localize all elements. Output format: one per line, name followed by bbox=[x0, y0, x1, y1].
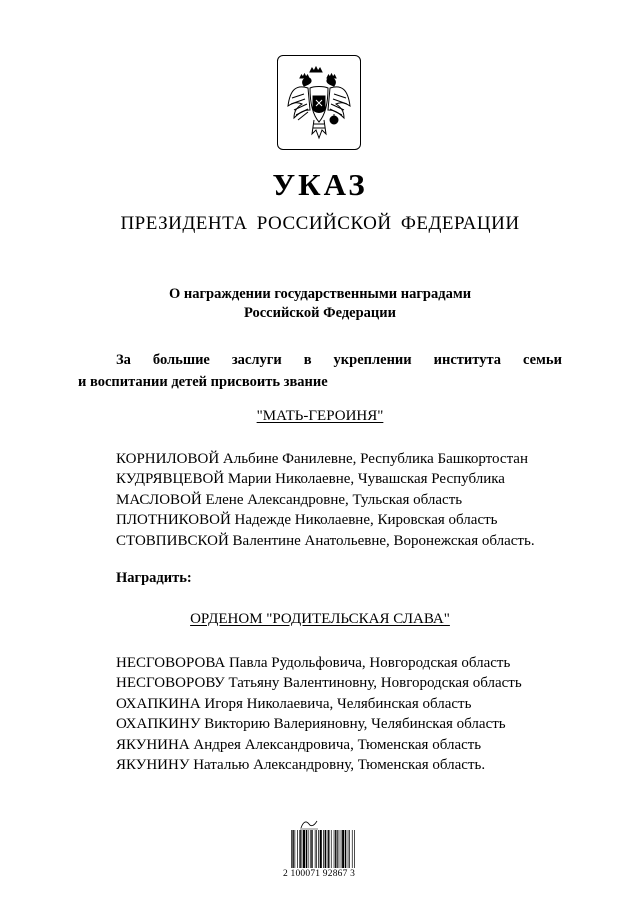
barcode-bar bbox=[303, 830, 305, 868]
list-item: ЯКУНИНУ Наталью Александровну, Тюменская область. bbox=[116, 757, 486, 774]
decree-title: УКАЗ bbox=[272, 167, 368, 202]
list-item: СТОВПИВСКОЙ Валентине Анатольевне, Воронежская область. bbox=[116, 532, 535, 549]
intro-word: заслуги bbox=[231, 352, 282, 368]
barcode-bar bbox=[349, 830, 350, 868]
barcode-bar bbox=[297, 830, 298, 868]
intro-line-1 bbox=[78, 349, 562, 371]
list-item: ЯКУНИНА Андрея Александровича, Тюменская область bbox=[116, 736, 482, 753]
barcode-bar bbox=[348, 830, 349, 868]
double-headed-eagle-icon bbox=[286, 62, 352, 144]
barcode-bar bbox=[302, 830, 303, 868]
award-title-parental-glory bbox=[0, 611, 640, 628]
barcode-bar bbox=[320, 830, 322, 868]
barcode-bar bbox=[331, 830, 332, 868]
barcode-bar bbox=[292, 830, 293, 868]
award-title-text: "МАТЬ-ГЕРОИНЯ" bbox=[256, 408, 384, 424]
barcode-bar bbox=[342, 830, 344, 868]
barcode-bar bbox=[308, 830, 309, 868]
award-title-mother-heroine bbox=[0, 408, 640, 425]
list-item: ОХАПКИНУ Викторию Валерияновну, Челябинская область bbox=[116, 716, 506, 733]
intro-word: укреплении bbox=[333, 352, 412, 368]
barcode-bar bbox=[315, 830, 316, 868]
barcode-bar bbox=[325, 830, 326, 868]
barcode-bar bbox=[318, 830, 319, 868]
intro-line-2: и воспитании детей присвоить звание bbox=[78, 374, 328, 390]
barcode-bar bbox=[352, 830, 353, 868]
award-title-text: ОРДЕНОМ "РОДИТЕЛЬСКАЯ СЛАВА" bbox=[190, 611, 450, 627]
list-item: КОРНИЛОВОЙ Альбине Фанилевне, Республика Башкортостан bbox=[116, 451, 528, 467]
barcode-bar bbox=[334, 830, 335, 868]
barcode-bar bbox=[316, 830, 317, 868]
barcode-bar bbox=[345, 830, 346, 868]
barcode-bar bbox=[328, 830, 329, 868]
barcode-bar bbox=[354, 830, 355, 868]
barcode-bar bbox=[335, 830, 336, 868]
intro-word: института bbox=[433, 352, 501, 368]
list-item: ПЛОТНИКОВОЙ Надежде Николаевне, Кировская область bbox=[116, 512, 498, 529]
barcode-bar bbox=[341, 830, 342, 868]
barcode-bar bbox=[339, 830, 340, 868]
intro-word: За bbox=[116, 352, 131, 368]
emblem-frame bbox=[277, 55, 361, 150]
barcode-bar bbox=[311, 830, 312, 868]
barcode-bar bbox=[291, 830, 292, 868]
list-item: МАСЛОВОЙ Елене Александровне, Тульская область bbox=[116, 491, 463, 508]
barcode-bar bbox=[306, 830, 307, 868]
barcode-bar bbox=[323, 830, 324, 868]
list-item: НЕСГОВОРОВУ Татьяну Валентиновну, Новгородская область bbox=[116, 675, 522, 692]
list-item: НЕСГОВОРОВА Павла Рудольфовича, Новгородская область bbox=[116, 655, 511, 671]
barcode-bar bbox=[310, 830, 311, 868]
list-item: КУДРЯВЦЕВОЙ Марии Николаевне, Чувашская Республика bbox=[116, 471, 505, 488]
heading-line-1: О награждении государственными наградами bbox=[168, 286, 472, 302]
barcode-bar bbox=[299, 830, 300, 868]
barcode-bar bbox=[337, 830, 338, 868]
barcode-number: 2 100071 92867 3 bbox=[283, 869, 356, 879]
recipient-list-parental-glory bbox=[116, 653, 586, 775]
intro-word: семьи bbox=[523, 352, 562, 368]
intro-paragraph bbox=[78, 349, 562, 393]
barcode-bar bbox=[327, 830, 328, 868]
list-item: ОХАПКИНА Игоря Николаевича, Челябинская область bbox=[116, 695, 472, 712]
recipient-list-mother-heroine bbox=[116, 449, 586, 551]
barcode bbox=[283, 818, 363, 880]
heading-line-2: Российской Федерации bbox=[243, 305, 396, 321]
reward-label: Наградить: bbox=[116, 570, 192, 586]
decree-subtitle: ПРЕЗИДЕНТА РОССИЙСКОЙ ФЕДЕРАЦИИ bbox=[120, 213, 520, 234]
intro-word: в bbox=[303, 352, 312, 368]
intro-word: большие bbox=[152, 352, 210, 368]
printer-mark-icon bbox=[297, 818, 321, 830]
decree-heading bbox=[0, 285, 640, 323]
barcode-bars bbox=[291, 830, 355, 868]
barcode-bar bbox=[295, 830, 296, 868]
